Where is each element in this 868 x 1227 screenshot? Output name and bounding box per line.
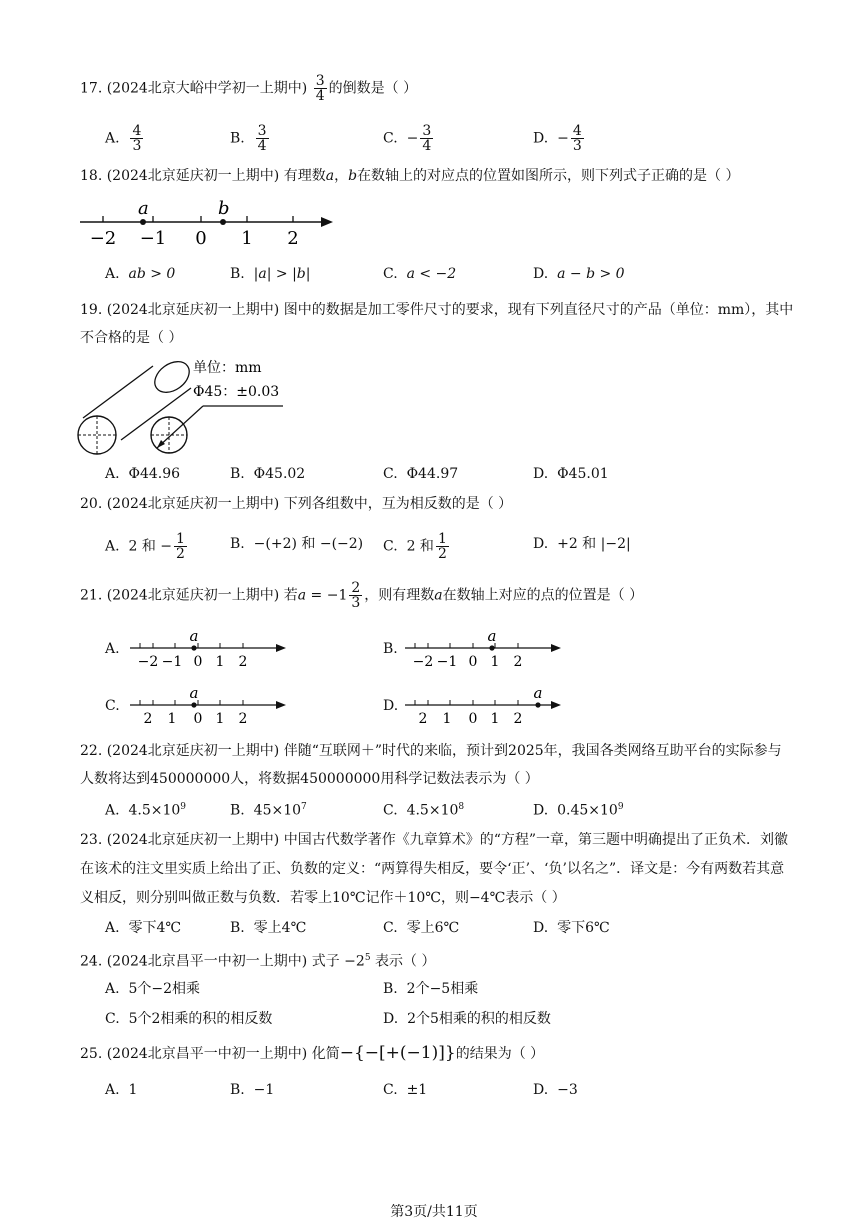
q23-opt-a-text: 零下4℃ [128,920,182,936]
q17-opt-b-frac [256,124,269,153]
q25-number: 25. [80,1046,103,1062]
q20-number: 20. [80,496,103,512]
q22-option-c [383,795,464,823]
q21-point-a [191,645,196,650]
q23-option-c [383,916,459,940]
q21-axis-arrow [551,644,561,652]
q21-opt-b-number-line [403,622,568,672]
q21-point-a [535,702,540,707]
q20-opt-c-label: C. [383,538,398,555]
q18-tick-label: 2 [287,228,299,249]
q20-source: (2024北京延庆初一上期中) [106,496,280,512]
q18-point-b [220,219,226,225]
q17-fraction [314,74,327,103]
question-18 [80,164,800,188]
q22-opt-a-base: 4.5×10 [128,802,181,819]
q21-tick-label: 0 [468,654,478,670]
q21-tick-label: 1 [167,711,177,727]
q24-exp: 5 [364,953,371,963]
q18-tick-label: 0 [195,228,207,249]
q20-opt-b-label: B. [230,536,245,552]
q17-opt-d-den: 3 [572,138,582,154]
q20-opt-a-den: 2 [176,546,185,562]
q18-tick-label: 1 [241,228,253,249]
q25-opt-b-text: −1 [253,1082,275,1098]
q17-number: 17. [80,80,103,97]
q25-option-a [105,1078,137,1102]
q21-tick-label: 0 [468,711,478,727]
q17-opt-a-frac [130,124,143,153]
q21-frac-num: 2 [351,580,361,596]
q18-tick-label: −2 [89,228,117,249]
q25-opt-a-label: A. [105,1082,120,1098]
q19-cyl-back-end [149,355,195,398]
q18-number: 18. [80,168,103,184]
q21-tick-label: 0 [193,654,203,670]
q20-opt-a-num: 1 [176,531,185,547]
q21-tick-label: 1 [442,711,452,727]
q20-opt-d-text: +2 和 |−2| [557,536,631,552]
q18-opt-a-text: ab > 0 [128,266,176,282]
q19-leader-line [157,406,203,448]
q21-tick-label: −2 [412,654,434,670]
q18-opt-b-text: |a| > |b| [253,266,311,282]
q21-tick-label: −1 [436,654,458,670]
q21-stem-post1: ，则有理数 [364,587,435,604]
q23-opt-c-label: C. [383,920,398,936]
q20-opt-c-num: 1 [437,531,447,547]
q17-opt-d-frac [571,124,584,153]
q19-cylinder-figure [75,352,290,458]
q24-opt-a-text: 5个−2相乘 [128,981,201,997]
q22-opt-b-exp: 7 [301,802,307,812]
q21-tick-label: 0 [193,711,203,727]
q19-opt-b-text: Φ45.02 [253,466,306,482]
q22-opt-c-exp: 8 [458,802,465,812]
q18-option-c [383,262,456,286]
page-footer: 第3页/共11页 [390,1204,478,1220]
question-24 [80,946,800,974]
q18-opt-c-label: C. [383,266,398,282]
q18-var-b: b [348,168,358,184]
q22-opt-a-exp: 9 [180,802,187,812]
q23-opt-d-text: 零下6℃ [557,920,610,936]
q25-opt-a-text: 1 [128,1082,138,1098]
q18-stem-b: 在数轴上的对应点的位置如图所示，则下列式子正确的是（ ） [357,168,740,184]
q20-option-a [105,532,189,561]
q17-option-a [105,124,145,153]
q23-option-a [105,916,181,940]
q18-opt-c-text: a < −2 [406,266,457,282]
q19-option-b [230,462,305,486]
q19-source: (2024北京延庆初一上期中) [106,302,280,318]
q24-option-d [383,1007,551,1031]
q17-opt-d-sign: − [557,130,569,147]
q23-option-b [230,916,306,940]
q20-opt-c-frac [436,532,449,561]
question-23 [80,826,795,913]
q23-opt-b-label: B. [230,920,245,936]
q21-point-a-label: a [189,684,199,702]
q18-point-b-label: b [218,198,230,219]
q21-frac-den: 3 [351,595,361,611]
q24-opt-c-text: 5个2相乘的积的相反数 [128,1011,273,1027]
q18-opt-d-label: D. [533,266,549,282]
q17-opt-c-num: 3 [422,123,432,139]
q19-opt-c-label: C. [383,466,398,482]
q19-opt-d-label: D. [533,466,549,482]
q21-tick-label: 1 [215,654,225,670]
q17-opt-c-frac [420,124,433,153]
q20-opt-a-frac [174,532,187,561]
q18-axis-arrow [321,217,333,227]
q18-opt-a-label: A. [105,266,120,282]
q21-source: (2024北京延庆初一上期中) [106,587,280,604]
q24-source: (2024北京昌平一中初一上期中) [106,953,308,970]
q22-source: (2024北京延庆初一上期中) [106,743,280,759]
q21-stem-pre: 若 [283,587,298,604]
q23-source: (2024北京延庆初一上期中) [106,832,280,848]
q25-expression: −{−[+(−1)]} [339,1043,456,1063]
q21-axis-arrow [276,701,286,709]
q18-sep: ， [334,168,349,184]
q17-frac-den: 4 [315,88,325,104]
q21-number: 21. [80,587,103,604]
q19-unit-label: 单位：mm [193,360,262,376]
q17-option-c [383,124,435,153]
q21-point-a-label: a [189,627,199,645]
q23-opt-d-label: D. [533,920,549,936]
q21-opt-d-label: D. [383,698,399,714]
q20-option-d [533,532,631,556]
q25-opt-d-text: −3 [557,1082,578,1098]
q21-tick-label: 2 [418,711,428,727]
q19-option-d [533,462,609,486]
q21-var-a-2: a [434,587,443,604]
q20-opt-d-label: D. [533,536,549,552]
q22-option-a [105,795,186,823]
q17-opt-a-num: 4 [132,123,142,139]
q25-opt-c-label: C. [383,1082,398,1098]
q23-opt-a-label: A. [105,920,120,936]
q22-opt-d-label: D. [533,802,549,819]
q23-number: 23. [80,832,103,848]
q19-opt-a-label: A. [105,466,120,482]
q24-opt-d-text: 2个5相乘的积的相反数 [407,1011,551,1027]
q21-point-a [489,645,494,650]
q20-opt-a-label: A. [105,538,120,555]
q25-opt-d-label: D. [533,1082,549,1098]
q24-option-b [383,977,478,1001]
q19-option-c [383,462,458,486]
q23-option-d [533,916,610,940]
q21-opt-a-label: A. [105,641,120,657]
q24-number: 24. [80,953,103,970]
q20-opt-a-pre: 2 和 − [128,538,173,555]
q20-option-c [383,532,451,561]
q23-opt-b-text: 零上4℃ [253,920,307,936]
question-21 [80,581,800,610]
q22-option-b [230,795,307,823]
q21-tick-label: 2 [513,654,523,670]
q19-opt-b-label: B. [230,466,245,482]
q17-opt-d-num: 4 [572,123,582,139]
q19-cyl-top-edge [83,366,153,418]
q22-opt-d-exp: 9 [617,802,624,812]
q25-stem-pre: 化简 [311,1046,340,1062]
q22-opt-c-base: 4.5×10 [406,802,459,819]
q22-opt-a-label: A. [105,802,120,819]
q25-opt-b-label: B. [230,1082,245,1098]
q21-opt-b-label: B. [383,641,398,657]
q21-opt-c-label: C. [105,698,120,714]
q21-tick-label: −2 [137,654,159,670]
q17-opt-b-den: 4 [257,138,267,154]
q20-stem: 下列各组数中，互为相反数的是（ ） [283,496,513,512]
q17-opt-a-label: A. [105,130,120,147]
question-25 [80,1041,800,1066]
question-17 [80,74,800,103]
q24-option-a [105,977,200,1001]
q19-opt-d-text: Φ45.01 [557,466,609,482]
q18-option-a [105,262,175,286]
q24-stem-pre: 式子 −2 [311,953,365,970]
q23-stem: 中国古代数学著作《九章算术》的“方程”一章，第三题中明确提出了正负术．刘徽在该术的注文里实质上给出了正、负数的定义：“两算得失相反，要令‘正’、‘负’以名之”．译文是：今有两数若其意义相反，则分别叫做正数与负数．若零上10℃记作＋10℃，则−4℃表示（ ） [80,832,789,906]
q22-opt-d-base: 0.45×10 [557,802,618,819]
q22-opt-c-label: C. [383,802,398,819]
q21-axis-arrow [276,644,286,652]
q17-opt-a-den: 3 [132,138,142,154]
q18-source: (2024北京延庆初一上期中) [106,168,280,184]
q22-stem: 伴随“互联网＋”时代的来临，预计到2025年，我国各类网络互助平台的实际参与人数将达到450000000人，将数据450000000用科学记数法表示为（ ） [80,743,782,787]
q18-point-a-label: a [138,198,149,219]
q20-opt-c-den: 2 [437,546,447,562]
q22-number: 22. [80,743,103,759]
q18-var-a: a [325,168,335,184]
q21-opt-d-number-line [403,679,568,729]
q25-option-d [533,1078,578,1102]
q21-opt-c-number-line [128,679,293,729]
q25-option-c [383,1078,427,1102]
q21-tick-label: 1 [490,711,500,727]
q18-option-b [230,262,310,286]
q24-opt-c-label: C. [105,1011,120,1027]
q17-source: (2024北京大峪中学初一上期中) [106,80,308,97]
q19-stem: 图中的数据是加工零件尺寸的要求，现有下列直径尺寸的产品（单位：mm），其中不合格的是（ ） [80,302,794,346]
q24-option-c [105,1007,272,1031]
q17-opt-b-label: B. [230,130,245,147]
q18-stem-a: 有理数 [283,168,326,184]
q19-cyl-bottom-edge [121,388,191,440]
q21-point-a-label: a [487,627,497,645]
q25-opt-c-text: ±1 [406,1082,428,1098]
q20-opt-c-pre: 2 和 [406,538,434,555]
q22-opt-b-base: 45×10 [253,802,302,819]
q19-option-a [105,462,180,486]
q21-tick-label: 2 [238,654,248,670]
q19-number: 19. [80,302,103,318]
q21-fraction [349,581,362,610]
q21-stem-post2: 在数轴上对应的点的位置是（ ） [442,587,644,604]
q18-number-line [75,192,340,250]
q18-option-d [533,262,625,286]
q21-tick-label: 2 [238,711,248,727]
q17-opt-c-sign: − [406,130,419,147]
q18-tick-label: −1 [139,228,167,249]
q21-var-a: a [297,587,307,604]
q17-frac-num: 3 [315,73,325,89]
q24-opt-b-label: B. [383,981,398,997]
question-19 [80,296,795,352]
q23-opt-c-text: 零上6℃ [406,920,460,936]
q21-tick-label: 2 [513,711,523,727]
q21-tick-label: 1 [215,711,225,727]
q18-opt-d-text: a − b > 0 [557,266,625,282]
q20-option-b [230,532,363,556]
q21-point-a [191,702,196,707]
q17-opt-d-label: D. [533,130,549,147]
q21-axis-arrow [551,701,561,709]
q21-eq: = −1 [306,587,348,604]
q17-opt-c-den: 4 [422,138,432,154]
q17-opt-c-label: C. [383,130,398,147]
q18-point-a [140,219,146,225]
q21-tick-label: 2 [143,711,153,727]
q25-option-b [230,1078,274,1102]
q22-opt-b-label: B. [230,802,245,819]
q21-point-a-label: a [533,684,543,702]
q17-option-d [533,124,586,153]
q21-tick-label: 1 [490,654,500,670]
q24-opt-d-label: D. [383,1011,399,1027]
q21-tick-label: −1 [161,654,183,670]
q18-opt-b-label: B. [230,266,245,282]
q25-stem-post: 的结果为（ ） [455,1046,545,1062]
q19-opt-a-text: Φ44.96 [128,466,181,482]
q17-option-b [230,124,271,153]
q24-opt-b-text: 2个−5相乘 [406,981,479,997]
q20-opt-b-text: −(+2) 和 −(−2) [253,536,364,552]
question-20 [80,492,800,516]
question-22 [80,737,795,793]
q19-opt-c-text: Φ44.97 [406,466,459,482]
q18-ticks [90,216,299,249]
q17-stem: 的倒数是（ ） [328,80,418,97]
q24-opt-a-label: A. [105,981,120,997]
q21-opt-a-number-line [128,622,293,672]
q24-stem-post: 表示（ ） [375,953,436,970]
q25-source: (2024北京昌平一中初一上期中) [106,1046,308,1062]
q17-opt-b-num: 3 [257,123,267,139]
q19-tolerance-label: Φ45：±0.03 [193,384,280,400]
q22-option-d [533,795,624,823]
